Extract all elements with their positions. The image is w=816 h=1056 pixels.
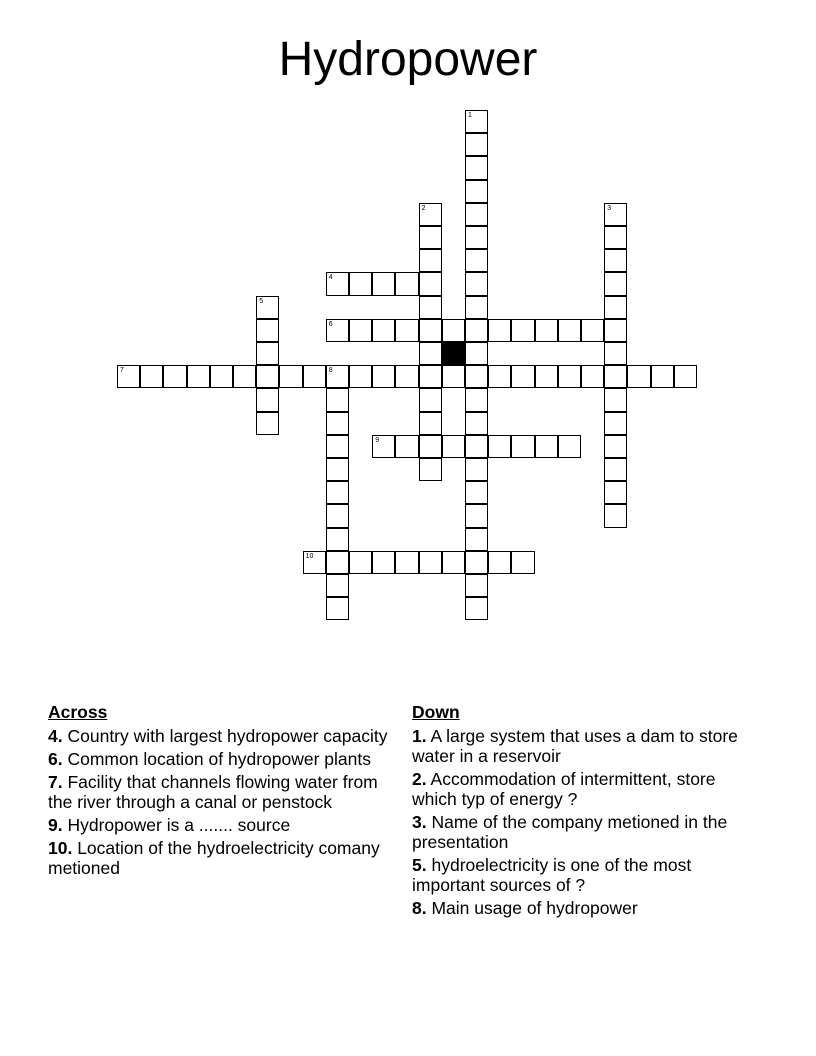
grid-cell[interactable]	[511, 319, 534, 342]
grid-cell[interactable]	[465, 481, 488, 504]
clue-number-label: 8	[328, 367, 333, 375]
across-clue	[48, 815, 403, 835]
grid-cell[interactable]	[465, 504, 488, 527]
down-clue	[412, 769, 757, 809]
grid-cell[interactable]	[419, 412, 442, 435]
clue-text: Main usage of hydropower	[431, 898, 638, 918]
down-clue	[412, 855, 757, 895]
grid-cell[interactable]	[256, 319, 279, 342]
grid-cell[interactable]	[465, 597, 488, 620]
grid-cell[interactable]	[465, 156, 488, 179]
grid-cell[interactable]	[395, 551, 418, 574]
grid-cell[interactable]	[372, 551, 395, 574]
grid-cell[interactable]	[419, 435, 442, 458]
down-clue	[412, 812, 757, 852]
grid-cell[interactable]	[303, 551, 326, 574]
clue-text: Country with largest hydropower capacity	[67, 726, 388, 746]
clue-number: 4.	[48, 726, 63, 746]
grid-cell[interactable]	[465, 388, 488, 411]
grid-cell[interactable]	[349, 319, 372, 342]
grid-cell[interactable]	[581, 319, 604, 342]
black-cell	[442, 342, 465, 365]
grid-cell[interactable]	[558, 365, 581, 388]
grid-cell[interactable]	[511, 365, 534, 388]
grid-cell[interactable]	[604, 481, 627, 504]
across-heading: Across	[48, 702, 108, 722]
clue-number-label: 7	[120, 367, 124, 375]
clue-number: 10.	[48, 838, 73, 858]
grid-cell[interactable]	[488, 319, 511, 342]
down-clue	[412, 726, 757, 766]
grid-cell[interactable]	[326, 551, 349, 574]
down-clue	[412, 898, 757, 918]
grid-cell[interactable]	[604, 203, 627, 226]
grid-cell[interactable]	[465, 435, 488, 458]
grid-cell[interactable]	[465, 226, 488, 249]
grid-cell[interactable]	[465, 551, 488, 574]
grid-cell[interactable]	[372, 319, 395, 342]
clue-number: 7.	[48, 772, 63, 792]
grid-cell[interactable]	[604, 342, 627, 365]
grid-cell[interactable]	[651, 365, 674, 388]
grid-cell[interactable]	[326, 272, 349, 295]
down-clues	[412, 702, 757, 921]
grid-cell[interactable]	[419, 203, 442, 226]
grid-cell[interactable]	[604, 296, 627, 319]
grid-cell[interactable]	[465, 342, 488, 365]
grid-cell[interactable]	[419, 365, 442, 388]
grid-cell[interactable]	[326, 528, 349, 551]
clue-number: 6.	[48, 749, 63, 769]
grid-cell[interactable]	[465, 319, 488, 342]
grid-cell[interactable]	[256, 342, 279, 365]
grid-cell[interactable]	[326, 458, 349, 481]
across-clue	[48, 749, 403, 769]
clue-text: Facility that channels flowing water from the river through a canal or penstock	[48, 772, 378, 812]
grid-cell[interactable]	[419, 388, 442, 411]
grid-cell[interactable]	[349, 272, 372, 295]
grid-cell[interactable]	[465, 365, 488, 388]
clue-number: 2.	[412, 769, 427, 789]
grid-cell[interactable]	[163, 365, 186, 388]
grid-cell[interactable]	[419, 551, 442, 574]
grid-cell[interactable]	[535, 435, 558, 458]
grid-cell[interactable]	[604, 412, 627, 435]
grid-cell[interactable]	[442, 551, 465, 574]
grid-cell[interactable]	[558, 319, 581, 342]
grid-cell[interactable]	[604, 458, 627, 481]
clue-text: Name of the company metioned in the presentation	[412, 812, 728, 852]
clue-number-label: 2	[421, 204, 426, 212]
grid-cell[interactable]	[442, 319, 465, 342]
grid-cell[interactable]	[465, 574, 488, 597]
grid-cell[interactable]	[674, 365, 697, 388]
grid-cell[interactable]	[419, 226, 442, 249]
grid-cell[interactable]	[372, 435, 395, 458]
grid-cell[interactable]	[326, 388, 349, 411]
clue-number-label: 4	[328, 274, 333, 282]
clue-text: hydroelectricity is one of the most important sources of ?	[412, 855, 692, 895]
grid-cell[interactable]	[604, 435, 627, 458]
grid-cell[interactable]	[349, 551, 372, 574]
grid-cell[interactable]	[256, 412, 279, 435]
grid-cell[interactable]	[256, 388, 279, 411]
clue-text: Hydropower is a ....... source	[67, 815, 291, 835]
grid-cell[interactable]	[326, 435, 349, 458]
grid-cell[interactable]	[395, 319, 418, 342]
grid-cell[interactable]	[256, 365, 279, 388]
grid-cell[interactable]	[465, 180, 488, 203]
grid-cell[interactable]	[419, 458, 442, 481]
grid-cell[interactable]	[465, 133, 488, 156]
grid-cell[interactable]	[535, 365, 558, 388]
grid-cell[interactable]	[326, 481, 349, 504]
down-heading: Down	[412, 702, 460, 722]
grid-cell[interactable]	[395, 435, 418, 458]
grid-cell[interactable]	[117, 365, 140, 388]
grid-cell[interactable]	[558, 435, 581, 458]
across-clue	[48, 838, 403, 878]
grid-cell[interactable]	[442, 365, 465, 388]
clue-number-label: 6	[328, 320, 333, 328]
grid-cell[interactable]	[233, 365, 256, 388]
across-clue	[48, 726, 403, 746]
grid-cell[interactable]	[604, 249, 627, 272]
grid-cell[interactable]	[419, 249, 442, 272]
grid-cell[interactable]	[419, 319, 442, 342]
across-clues	[48, 702, 403, 881]
grid-cell[interactable]	[372, 272, 395, 295]
clue-number-label: 3	[607, 204, 612, 212]
grid-cell[interactable]	[488, 551, 511, 574]
grid-cell[interactable]	[303, 365, 326, 388]
grid-cell[interactable]	[349, 365, 372, 388]
clue-text: Common location of hydropower plants	[67, 749, 371, 769]
grid-cell[interactable]	[465, 272, 488, 295]
grid-cell[interactable]	[326, 412, 349, 435]
puzzle-title: Hydropower	[278, 33, 538, 86]
clue-number: 8.	[412, 898, 427, 918]
grid-cell[interactable]	[326, 365, 349, 388]
grid-cell[interactable]	[140, 365, 163, 388]
grid-cell[interactable]	[604, 272, 627, 295]
clue-number: 3.	[412, 812, 427, 832]
grid-cell[interactable]	[395, 272, 418, 295]
clue-number: 5.	[412, 855, 427, 875]
grid-cell[interactable]	[419, 296, 442, 319]
grid-cell[interactable]	[604, 319, 627, 342]
clue-number-label: 5	[259, 297, 264, 305]
grid-cell[interactable]	[488, 365, 511, 388]
grid-cell[interactable]	[256, 296, 279, 319]
grid-cell[interactable]	[604, 504, 627, 527]
grid-cell[interactable]	[465, 110, 488, 133]
grid-cell[interactable]	[419, 342, 442, 365]
grid-cell[interactable]	[604, 365, 627, 388]
grid-cell[interactable]	[442, 435, 465, 458]
clue-number-label: 10	[305, 552, 314, 560]
grid-cell[interactable]	[210, 365, 233, 388]
grid-cell[interactable]	[535, 319, 558, 342]
grid-cell[interactable]	[326, 597, 349, 620]
grid-cell[interactable]	[465, 249, 488, 272]
grid-cell[interactable]	[465, 296, 488, 319]
grid-cell[interactable]	[511, 435, 534, 458]
grid-cell[interactable]	[465, 203, 488, 226]
grid-cell[interactable]	[326, 504, 349, 527]
grid-cell[interactable]	[511, 551, 534, 574]
clue-number: 9.	[48, 815, 63, 835]
grid-cell[interactable]	[465, 412, 488, 435]
clue-number-label: 1	[468, 112, 472, 119]
grid-cell[interactable]	[465, 458, 488, 481]
grid-cell[interactable]	[326, 319, 349, 342]
clue-text: A large system that uses a dam to store water in a reservoir	[412, 726, 738, 766]
grid-cell[interactable]	[279, 365, 302, 388]
clue-number: 1.	[412, 726, 427, 746]
clue-number-label: 9	[375, 436, 380, 444]
grid-cell[interactable]	[604, 388, 627, 411]
grid-cell[interactable]	[372, 365, 395, 388]
grid-cell[interactable]	[581, 365, 604, 388]
grid-cell[interactable]	[627, 365, 650, 388]
grid-cell[interactable]	[604, 226, 627, 249]
grid-cell[interactable]	[395, 365, 418, 388]
clue-text: Accommodation of intermittent, store which typ of energy ?	[412, 769, 716, 809]
across-clue	[48, 772, 403, 812]
grid-cell[interactable]	[326, 574, 349, 597]
grid-cell[interactable]	[488, 435, 511, 458]
grid-cell[interactable]	[465, 528, 488, 551]
grid-cell[interactable]	[419, 272, 442, 295]
clue-text: Location of the hydroelectricity comany metioned	[48, 838, 380, 878]
grid-cell[interactable]	[187, 365, 210, 388]
